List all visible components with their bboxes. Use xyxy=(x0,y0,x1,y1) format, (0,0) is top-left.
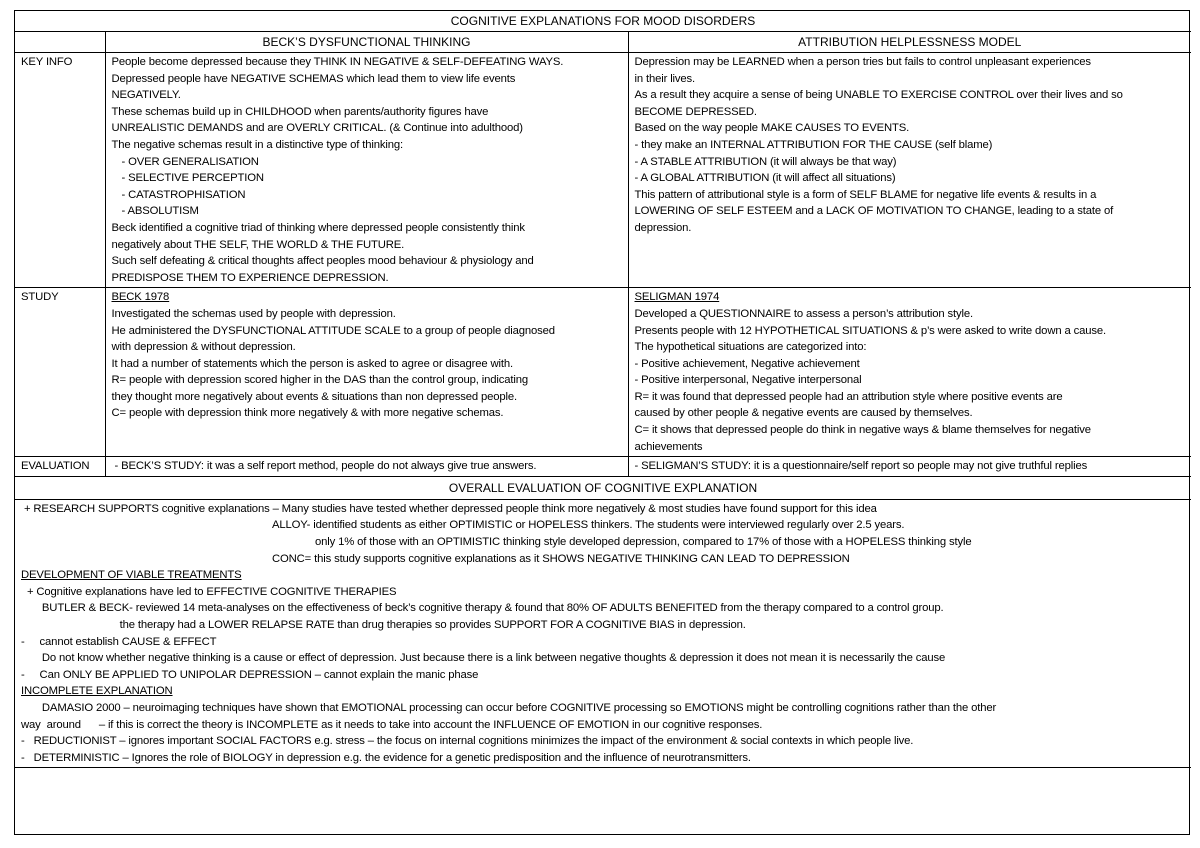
text-line: R= people with depression scored higher in the DAS than the control group, indicating xyxy=(111,374,528,387)
research-support-line: + RESEARCH SUPPORTS cognitive explanations – Many studies have tested whether depressed people think more negatively & most studies have found support for this idea xyxy=(21,502,877,515)
column-header-beck: BECK’S DYSFUNCTIONAL THINKING xyxy=(105,32,628,53)
text-line: C= it shows that depressed people do think in negative ways & blame themselves for negative xyxy=(634,424,1091,437)
page-title: COGNITIVE EXPLANATIONS FOR MOOD DISORDERS xyxy=(15,11,1191,32)
text-line: As a result they acquire a sense of being UNABLE TO EXERCISE CONTROL over their lives and so xyxy=(634,89,1123,102)
list-item: - ABSOLUTISM xyxy=(121,205,199,218)
text-line: - A GLOBAL ATTRIBUTION (it will affect all situations) xyxy=(634,172,896,185)
text-line: C= people with depression think more negatively & with more negative schemas. xyxy=(111,407,504,420)
text-line: - A STABLE ATTRIBUTION (it will always be that way) xyxy=(634,155,897,168)
thinking-types-list xyxy=(112,154,622,220)
text-line: He administered the DYSFUNCTIONAL ATTITUDE SCALE to a group of people diagnosed xyxy=(111,324,555,337)
comparison-table xyxy=(15,11,1191,768)
text-line: Based on the way people MAKE CAUSES TO EVENTS. xyxy=(634,122,910,135)
text-line: BECOME DEPRESSED. xyxy=(634,105,757,118)
key-info-beck-cell xyxy=(105,53,628,288)
text-line: they thought more negatively about events & situations than non depressed people. xyxy=(111,390,517,403)
text-line: with depression & without depression. xyxy=(111,341,296,354)
text-line: - cannot establish CAUSE & EFFECT xyxy=(21,635,217,648)
evaluation-seligman-cell xyxy=(628,457,1191,477)
study-seligman-cell xyxy=(628,288,1191,457)
document-sheet xyxy=(14,10,1190,835)
text-line: Depressed people have NEGATIVE SCHEMAS which lead them to view life events xyxy=(111,72,516,85)
text-line: People become depressed because they THINK IN NEGATIVE & SELF-DEFEATING WAYS. xyxy=(111,56,564,68)
text-line: - Positive interpersonal, Negative interpersonal xyxy=(634,374,862,387)
overall-evaluation-body xyxy=(15,499,1191,768)
text-line: - they make an INTERNAL ATTRIBUTION FOR THE CAUSE (self blame) xyxy=(634,138,993,151)
row-label-study: STUDY xyxy=(15,288,105,457)
incomplete-heading: INCOMPLETE EXPLANATION xyxy=(21,685,173,698)
text-line: - SELIGMAN’S STUDY: it is a questionnaire/self report so people may not give truthful replies xyxy=(634,460,1088,473)
column-header-row xyxy=(15,32,1191,53)
overall-title-row xyxy=(15,476,1191,499)
text-line: - Positive achievement, Negative achievement xyxy=(634,357,860,370)
alloy-conclusion-line: CONC= this study supports cognitive explanations as it SHOWS NEGATIVE THINKING CAN LEAD TO DEPRESSION xyxy=(272,552,850,565)
overall-title: OVERALL EVALUATION OF COGNITIVE EXPLANATION xyxy=(15,476,1191,499)
text-line: - BECK’S STUDY: it was a self report method, people do not always give true answers. xyxy=(111,460,537,473)
overall-body-row xyxy=(15,499,1191,768)
text-line: This pattern of attributional style is a form of SELF BLAME for negative life events & results in a xyxy=(634,188,1097,201)
text-line: LOWERING OF SELF ESTEEM and a LACK OF MOTIVATION TO CHANGE, leading to a state of xyxy=(634,205,1114,218)
text-line: PREDISPOSE THEM TO EXPERIENCE DEPRESSION. xyxy=(111,271,389,284)
text-line: + Cognitive explanations have led to EFFECTIVE COGNITIVE THERAPIES xyxy=(21,585,397,598)
text-line: Do not know whether negative thinking is a cause or effect of depression. Just because there is a link between negative thoughts & depression it does not mean it is necessarily the cause xyxy=(21,652,946,665)
evaluation-row xyxy=(15,457,1191,477)
text-line: - REDUCTIONIST – ignores important SOCIAL FACTORS e.g. stress – the focus on internal cognitions minimizes the impact of the environment & social contexts in which people live. xyxy=(21,735,914,748)
text-line: achievements xyxy=(634,440,703,453)
empty-header-cell xyxy=(15,32,105,53)
text-line: in their lives. xyxy=(634,72,696,85)
text-line: Beck identified a cognitive triad of thinking where depressed people consistently think xyxy=(111,221,525,234)
study-row xyxy=(15,288,1191,457)
text-line: caused by other people & negative events are caused by themselves. xyxy=(634,407,973,420)
text-line: NEGATIVELY. xyxy=(111,89,181,102)
alloy-study-line: ALLOY- identified students as either OPTIMISTIC or HOPELESS thinkers. The students were interviewed regularly over 2.5 years. xyxy=(272,519,905,532)
study-beck-cell xyxy=(105,288,628,457)
text-line: Developed a QUESTIONNAIRE to assess a person’s attribution style. xyxy=(634,307,974,320)
text-line: These schemas build up in CHILDHOOD when parents/authority figures have xyxy=(111,105,489,118)
text-line: The hypothetical situations are categorized into: xyxy=(634,341,867,354)
text-line: the therapy had a LOWER RELAPSE RATE than drug therapies so provides SUPPORT FOR A COGNITIVE BIAS in depression. xyxy=(21,619,746,631)
text-line: BUTLER & BECK- reviewed 14 meta-analyses on the effectiveness of beck’s cognitive therapy & found that 80% OF ADULTS BENEFITED from the therapy compared to a control group. xyxy=(21,602,944,615)
list-item: - CATASTROPHISATION xyxy=(121,188,246,201)
text-line: Presents people with 12 HYPOTHETICAL SITUATIONS & p’s were asked to write down a cause. xyxy=(634,324,1106,337)
evaluation-beck-cell xyxy=(105,457,628,477)
text-line: - DETERMINISTIC – Ignores the role of BIOLOGY in depression e.g. the evidence for a genetic predisposition and the influence of neurotransmitters. xyxy=(21,751,751,764)
row-label-key-info: KEY INFO xyxy=(15,53,105,288)
key-info-row xyxy=(15,53,1191,288)
treatments-heading: DEVELOPMENT OF VIABLE TREATMENTS xyxy=(21,569,242,582)
study-heading-seligman: SELIGMAN 1974 xyxy=(634,291,720,304)
row-label-evaluation: EVALUATION xyxy=(15,457,105,477)
list-item: - OVER GENERALISATION xyxy=(121,155,259,168)
text-line: Depression may be LEARNED when a person tries but fails to control unpleasant experiences xyxy=(634,56,1091,68)
text-line: The negative schemas result in a distinctive type of thinking: xyxy=(111,138,403,151)
text-line: negatively about THE SELF, THE WORLD & THE FUTURE. xyxy=(111,238,405,251)
text-line: way around – if this is correct the theory is INCOMPLETE as it needs to take into account the INFLUENCE OF EMOTION in our cognitive responses. xyxy=(21,718,763,731)
text-line: - Can ONLY BE APPLIED TO UNIPOLAR DEPRESSION – cannot explain the manic phase xyxy=(21,668,479,681)
alloy-result-line: only 1% of those with an OPTIMISTIC thinking style developed depression, compared to 17% of those with a HOPELESS thinking style xyxy=(315,536,972,549)
text-line: depression. xyxy=(634,221,692,234)
text-line: R= it was found that depressed people had an attribution style where positive events are xyxy=(634,390,1063,403)
key-info-seligman-cell xyxy=(628,53,1191,288)
text-line: UNREALISTIC DEMANDS and are OVERLY CRITICAL. (& Continue into adulthood) xyxy=(111,122,523,135)
text-line: DAMASIO 2000 – neuroimaging techniques have shown that EMOTIONAL processing can occur before COGNITIVE processing so EMOTIONS might be controlling cognitions rather than the other xyxy=(21,701,997,714)
text-line: It had a number of statements which the person is asked to agree or disagree with. xyxy=(111,357,514,370)
text-line: Such self defeating & critical thoughts affect peoples mood behaviour & physiology and xyxy=(111,255,534,268)
title-row xyxy=(15,11,1191,32)
column-header-seligman: ATTRIBUTION HELPLESSNESS MODEL xyxy=(628,32,1191,53)
study-heading-beck: BECK 1978 xyxy=(111,291,170,304)
list-item: - SELECTIVE PERCEPTION xyxy=(121,172,264,185)
text-line: Investigated the schemas used by people with depression. xyxy=(111,307,396,320)
